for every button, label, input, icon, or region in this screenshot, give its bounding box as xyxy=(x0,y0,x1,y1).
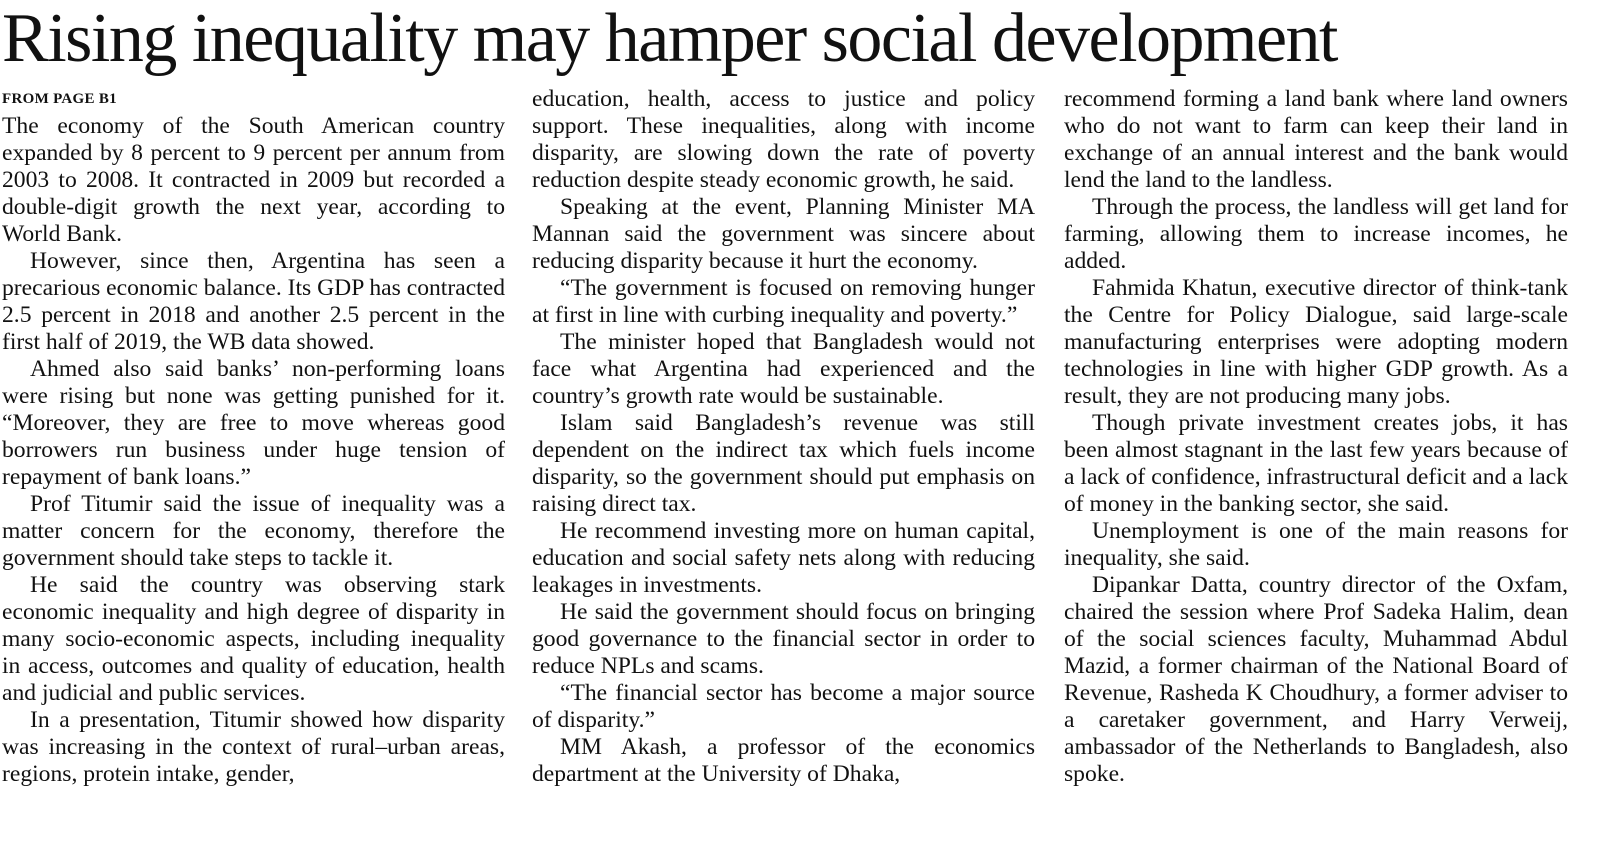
column-3 xyxy=(1064,86,1568,788)
paragraph: Fahmida Khatun, executive director of think-tank the Centre for Policy Dialogue, said large-scale manufacturing enterprises were adopting modern technologies in line with higher GDP growth. As a result, they are not producing many jobs. xyxy=(1064,275,1568,409)
paragraph: Speaking at the event, Planning Minister MA Mannan said the government was sincere about reducing disparity because it hurt the economy. xyxy=(532,194,1035,274)
paragraph: Prof Titumir said the issue of inequality was a matter concern for the economy, therefore the government should take steps to tackle it. xyxy=(2,491,505,571)
paragraph: “The financial sector has become a major source of disparity.” xyxy=(532,680,1035,733)
paragraph: education, health, access to justice and policy support. These inequalities, along with income disparity, are slowing down the rate of poverty reduction despite steady economic growth, he said. xyxy=(532,86,1035,193)
paragraph: The economy of the South American country expanded by 8 percent to 9 percent per annum from 2003 to 2008. It contracted in 2009 but recorded a double-digit growth the next year, according to World Bank. xyxy=(2,113,505,247)
paragraph: He recommend investing more on human capital, education and social safety nets along with reducing leakages in investments. xyxy=(532,518,1035,598)
paragraph: Ahmed also said banks’ non-performing loans were rising but none was getting punished for it. “Moreover, they are free to move whereas good borrowers run business under huge tension of repayment of bank loans.” xyxy=(2,356,505,490)
paragraph: In a presentation, Titumir showed how disparity was increasing in the context of rural–urban areas, regions, protein intake, gender, xyxy=(2,707,505,787)
kicker: FROM PAGE B1 xyxy=(2,91,117,107)
paragraph: “The government is focused on removing hunger at first in line with curbing inequality and poverty.” xyxy=(532,275,1035,328)
paragraph: He said the country was observing stark economic inequality and high degree of disparity in many socio-economic aspects, including inequality in access, outcomes and quality of education, health and judicial and public services. xyxy=(2,572,505,706)
paragraph: Through the process, the landless will get land for farming, allowing them to increase incomes, he added. xyxy=(1064,194,1568,274)
paragraph: Islam said Bangladesh’s revenue was still dependent on the indirect tax which fuels income disparity, so the government should put emphasis on raising direct tax. xyxy=(532,410,1035,517)
headline: Rising inequality may hamper social development xyxy=(2,0,1338,77)
column-1 xyxy=(2,86,505,788)
paragraph: However, since then, Argentina has seen a precarious economic balance. Its GDP has contracted 2.5 percent in 2018 and another 2.5 percent in the first half of 2019, the WB data showed. xyxy=(2,248,505,355)
article-body xyxy=(0,86,1614,866)
paragraph: He said the government should focus on bringing good governance to the financial sector in order to reduce NPLs and scams. xyxy=(532,599,1035,679)
paragraph: recommend forming a land bank where land owners who do not want to farm can keep their land in exchange of an annual interest and the bank would lend the land to the landless. xyxy=(1064,86,1568,193)
paragraph: Though private investment creates jobs, it has been almost stagnant in the last few years because of a lack of confidence, infrastructural deficit and a lack of money in the banking sector, she said. xyxy=(1064,410,1568,517)
paragraph: MM Akash, a professor of the economics department at the University of Dhaka, xyxy=(532,734,1035,787)
paragraph: Dipankar Datta, country director of the Oxfam, chaired the session where Prof Sadeka Halim, dean of the social sciences faculty, Muhammad Abdul Mazid, a former chairman of the National Board of Revenue, Rasheda K Choudhury, a former adviser to a caretaker government, and Harry Verweij, ambassador of the Netherlands to Bangladesh, also spoke. xyxy=(1064,572,1568,787)
paragraph: The minister hoped that Bangladesh would not face what Argentina had experienced and the country’s growth rate would be sustainable. xyxy=(532,329,1035,409)
paragraph: Unemployment is one of the main reasons for inequality, she said. xyxy=(1064,518,1568,571)
column-2 xyxy=(532,86,1035,788)
